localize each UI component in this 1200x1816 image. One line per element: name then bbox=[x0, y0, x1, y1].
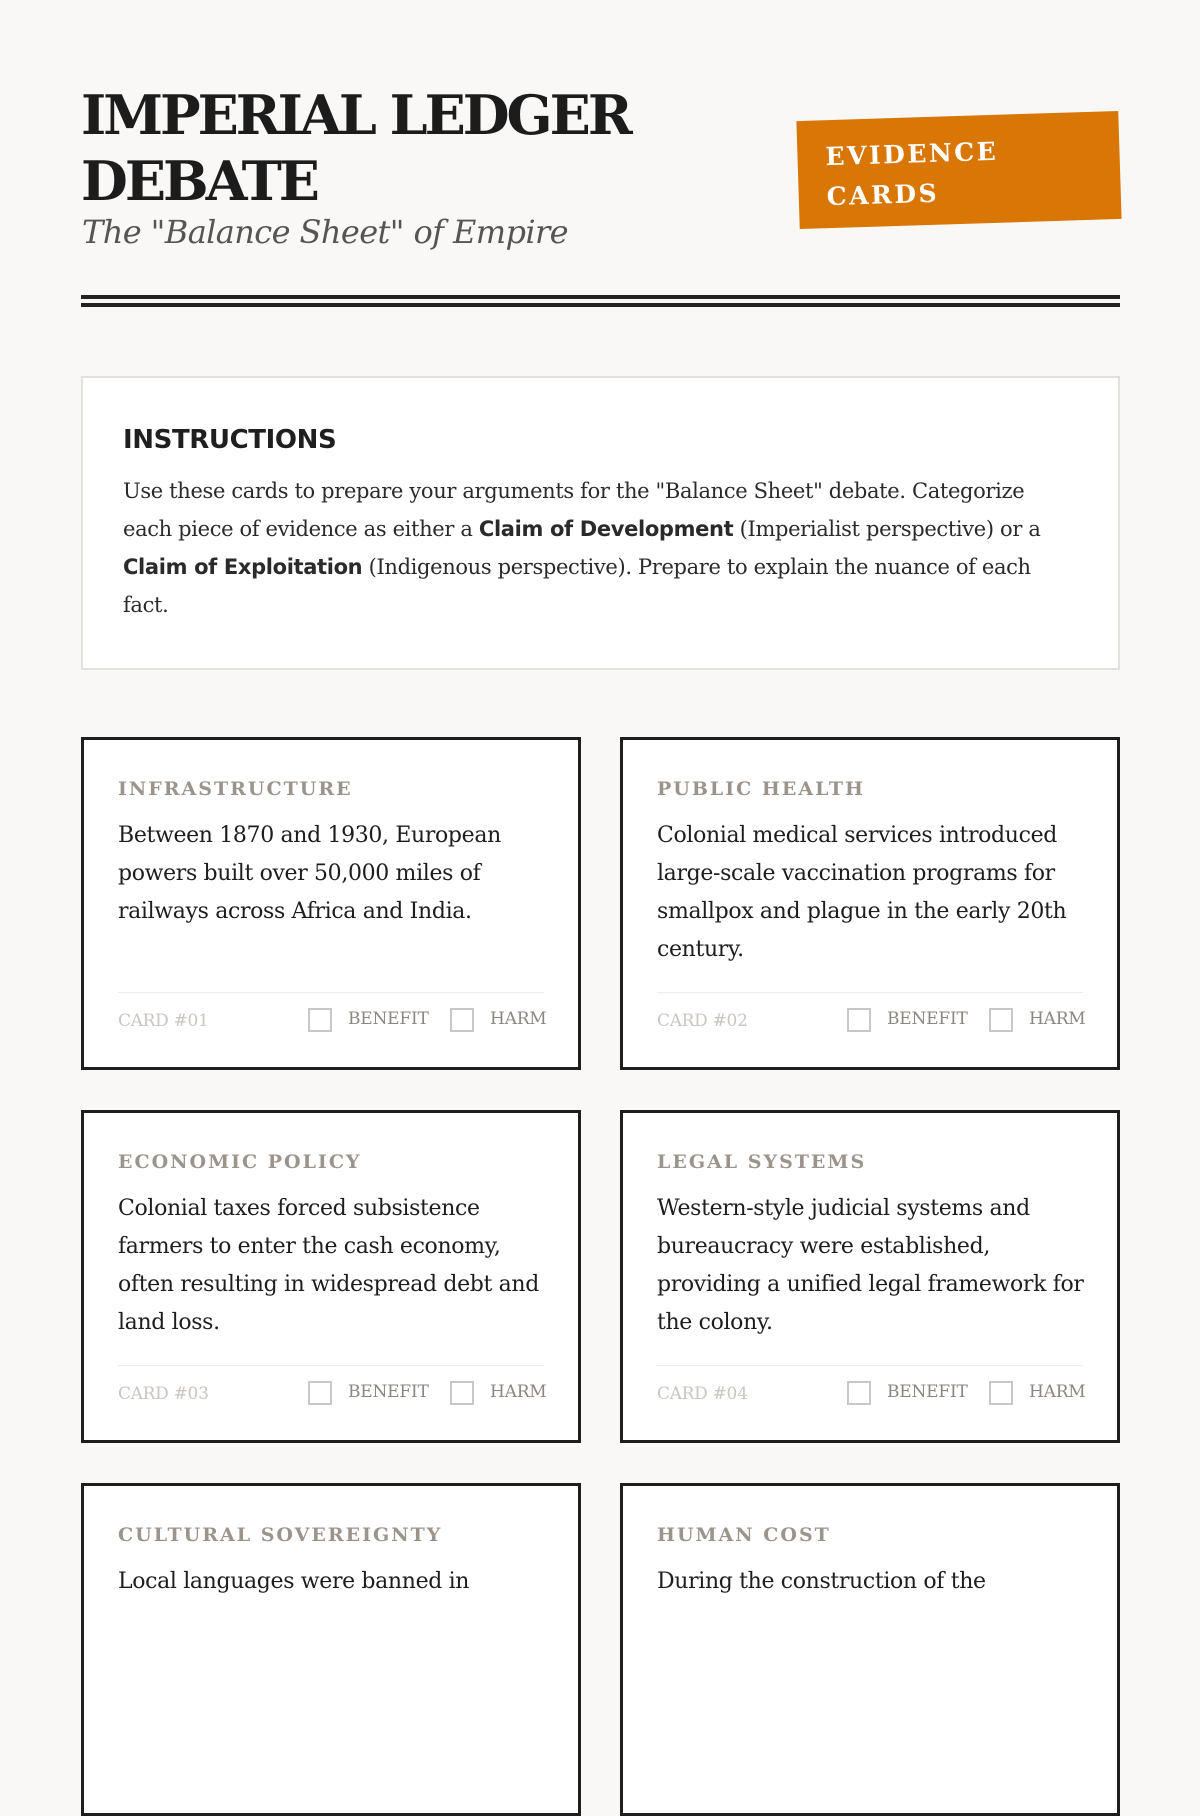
harm-label: HARM bbox=[490, 1382, 547, 1402]
card-number: CARD #04 bbox=[657, 1384, 748, 1404]
instructions-text-part: (Indigenous perspective). Prepare to explain the nuance of each fact. bbox=[123, 555, 1031, 617]
card-category: HUMAN COST bbox=[657, 1524, 831, 1546]
benefit-checkbox[interactable] bbox=[847, 1008, 871, 1032]
card-text: Colonial medical services introduced large-scale vaccination programs for smallpox and plague in the early 20th century. bbox=[657, 823, 1067, 962]
card-text: During the construction of the bbox=[657, 1569, 986, 1594]
harm-checkbox[interactable] bbox=[989, 1381, 1013, 1405]
card-category: INFRASTRUCTURE bbox=[118, 778, 353, 800]
instructions-text bbox=[123, 472, 1078, 624]
page bbox=[81, 0, 1120, 1594]
evidence-card bbox=[81, 1483, 581, 1816]
card-number: CARD #02 bbox=[657, 1011, 748, 1031]
card-category: PUBLIC HEALTH bbox=[657, 778, 865, 800]
harm-label: HARM bbox=[1029, 1009, 1086, 1029]
harm-checkbox[interactable] bbox=[450, 1008, 474, 1032]
header bbox=[81, 0, 1120, 310]
card-text: Western-style judicial systems and bureaucracy were established, providing a unified legal framework for the colony. bbox=[657, 1196, 1084, 1335]
evidence-card bbox=[81, 1110, 581, 1443]
card-category: ECONOMIC POLICY bbox=[118, 1151, 362, 1173]
card-text: Colonial taxes forced subsistence farmers to enter the cash economy, often resulting in widespread debt and land loss. bbox=[118, 1196, 539, 1335]
card-text: Local languages were banned in bbox=[118, 1569, 470, 1594]
card-number: CARD #01 bbox=[118, 1011, 209, 1031]
instructions-heading: INSTRUCTIONS bbox=[123, 425, 337, 455]
card-footer bbox=[118, 992, 547, 1045]
header-divider-bottom bbox=[81, 303, 1120, 307]
benefit-checkbox[interactable] bbox=[308, 1381, 332, 1405]
benefit-checkbox[interactable] bbox=[847, 1381, 871, 1405]
benefit-label: BENEFIT bbox=[348, 1382, 429, 1402]
harm-label: HARM bbox=[1029, 1382, 1086, 1402]
claim-of-development: Claim of Development bbox=[478, 517, 734, 541]
card-footer bbox=[118, 1365, 547, 1418]
stamp-label: EVIDENCE CARDS bbox=[825, 136, 999, 212]
benefit-checkbox[interactable] bbox=[308, 1008, 332, 1032]
harm-checkbox[interactable] bbox=[989, 1008, 1013, 1032]
page-subtitle: The "Balance Sheet" of Empire bbox=[82, 213, 569, 251]
card-category: CULTURAL SOVEREIGNTY bbox=[118, 1524, 443, 1546]
instructions-panel bbox=[81, 376, 1120, 670]
card-text: Between 1870 and 1930, European powers built over 50,000 miles of railways across Africa and India. bbox=[118, 823, 501, 924]
evidence-card bbox=[620, 737, 1120, 1070]
evidence-card bbox=[620, 1110, 1120, 1443]
card-category: LEGAL SYSTEMS bbox=[657, 1151, 867, 1173]
benefit-label: BENEFIT bbox=[887, 1009, 968, 1029]
evidence-card bbox=[81, 737, 581, 1070]
header-divider-top bbox=[81, 295, 1120, 299]
card-number: CARD #03 bbox=[118, 1384, 209, 1404]
benefit-label: BENEFIT bbox=[348, 1009, 429, 1029]
harm-checkbox[interactable] bbox=[450, 1381, 474, 1405]
card-footer bbox=[657, 992, 1086, 1045]
benefit-label: BENEFIT bbox=[887, 1382, 968, 1402]
claim-of-exploitation: Claim of Exploitation bbox=[123, 555, 363, 579]
page-title: IMPERIAL LEDGER DEBATE bbox=[81, 83, 630, 213]
card-footer bbox=[657, 1365, 1086, 1418]
instructions-text-part: (Imperialist perspective) or a bbox=[733, 517, 1041, 541]
evidence-card bbox=[620, 1483, 1120, 1816]
harm-label: HARM bbox=[490, 1009, 547, 1029]
instructions-text-part: Use these cards to prepare your arguments for the "Balance Sheet" debate. Categorize each piece of evidence as either a bbox=[123, 479, 1025, 541]
evidence-cards-stamp bbox=[796, 111, 1121, 229]
